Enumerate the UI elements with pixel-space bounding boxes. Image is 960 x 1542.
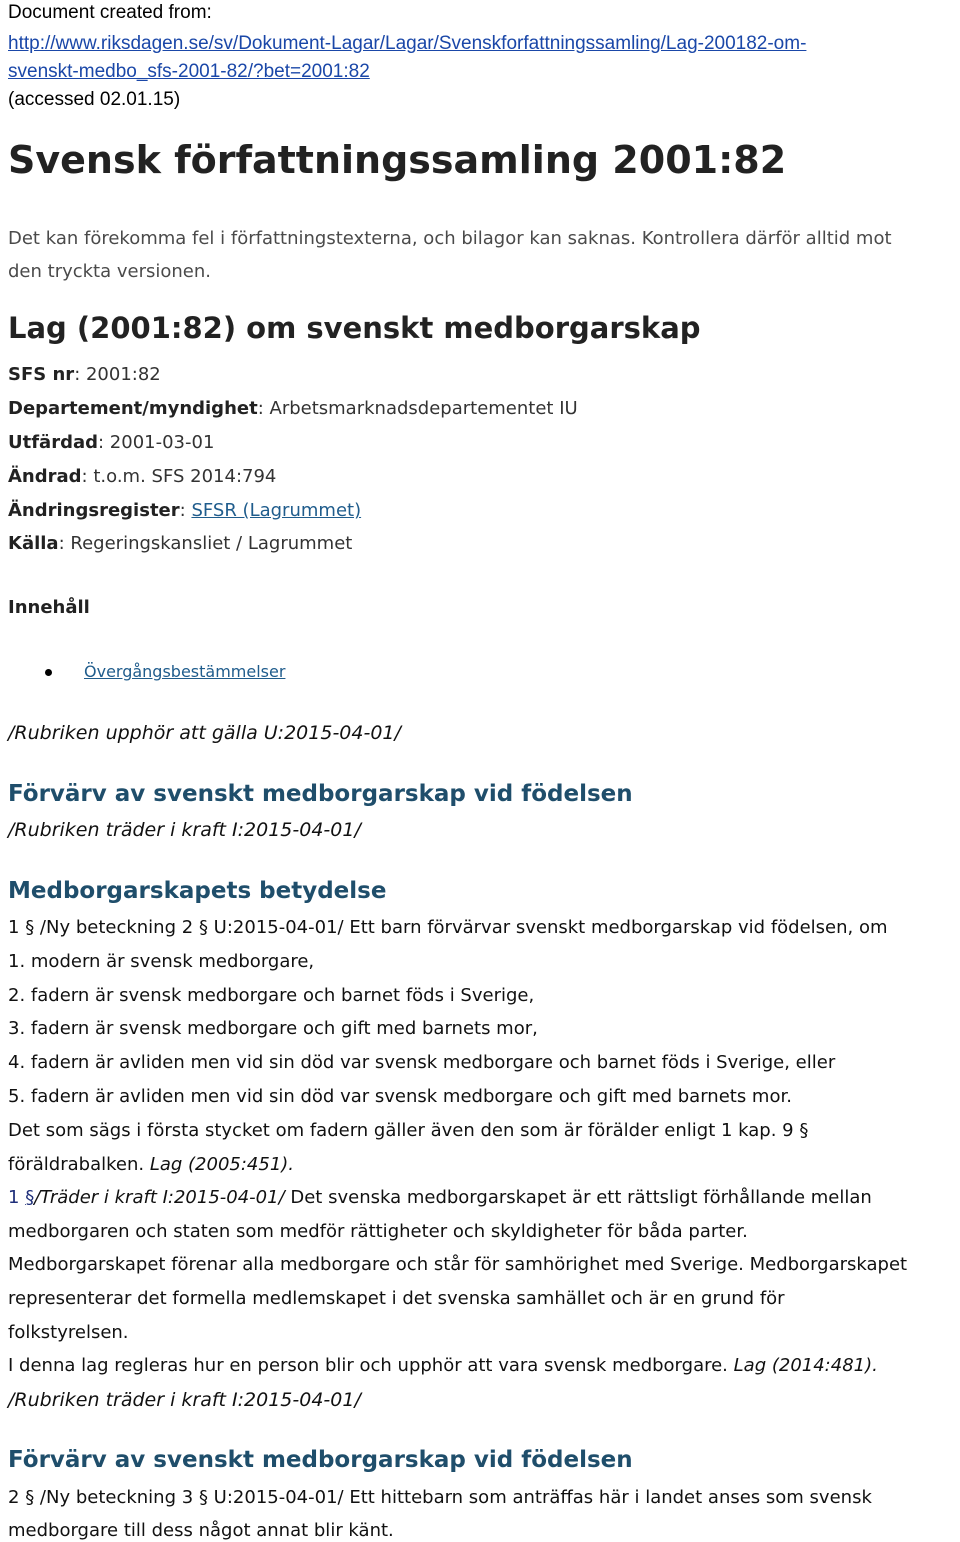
- list-item: 2. fadern är svensk medborgare och barnet föds i Sverige,: [8, 985, 535, 1006]
- meta-sfs: SFS nr: 2001:82: [8, 364, 161, 385]
- list-item: 4. fadern är avliden men vid sin död var svensk medborgare och barnet föds i Sverige, eller: [8, 1052, 836, 1073]
- sec2-num: 2: [8, 1487, 20, 1508]
- sec1-old-intro: [8, 917, 888, 938]
- sec1-new-para3: [8, 1355, 878, 1376]
- meta-source: Källa: Regeringskansliet / Lagrummet: [8, 533, 353, 554]
- sec1-old-date: U:2015-04-01/: [213, 917, 344, 938]
- meta-source-label: Källa: [8, 533, 59, 554]
- notice-line2: den tryckta versionen.: [8, 261, 212, 282]
- sec1-new-intro: [8, 1187, 872, 1208]
- meta-issued-value: 2001-03-01: [109, 432, 215, 453]
- note-text: Det som sägs i första stycket om fadern gäller även den som är förälder enligt 1 kap. 9: [8, 1120, 794, 1141]
- list-item: 5. fadern är avliden men vid sin död var svensk medborgare och gift med barnets mor.: [8, 1086, 792, 1107]
- sec2-date: U:2015-04-01/: [213, 1487, 344, 1508]
- source-label: Document created from:: [8, 2, 212, 23]
- sec1-new-para2-line2: representerar det formella medlemskapet i det svenska samhället och är en grund för: [8, 1288, 785, 1309]
- heading-acquisition-1: Förvärv av svenskt medborgarskap vid födelsen: [8, 781, 633, 807]
- meta-changed: Ändrad: t.o.m. SFS 2014:794: [8, 466, 277, 487]
- meta-register: Ändringsregister: SFSR (Lagrummet): [8, 500, 362, 521]
- meta-sfs-label: SFS nr: [8, 364, 75, 385]
- rubric-enters-2: /Rubriken träder i kraft I:2015-04-01/: [8, 1389, 361, 1411]
- toc-heading: Innehåll: [8, 597, 90, 618]
- sec1-new-num: 1: [8, 1187, 20, 1208]
- meta-dept: Departement/myndighet: Arbetsmarknadsdepartementet IU: [8, 398, 578, 419]
- sec1-old-sign: §: [25, 917, 35, 938]
- sec2-line1: Ett hittebarn som anträffas här i landet anses som svensk: [349, 1487, 872, 1508]
- note-sign: §: [799, 1120, 809, 1141]
- heading-acquisition-2: Förvärv av svenskt medborgarskap vid födelsen: [8, 1447, 633, 1473]
- sec1-new-line2: medborgaren och staten som medför rättigheter och skyldigheter för båda parter.: [8, 1221, 748, 1242]
- sec1-old-text: Ett barn förvärvar svenskt medborgarskap vid födelsen, om: [349, 917, 888, 938]
- meta-changed-label: Ändrad: [8, 466, 82, 487]
- sec2-sign: §: [25, 1487, 35, 1508]
- meta-register-link[interactable]: SFSR (Lagrummet): [191, 500, 362, 521]
- sec2-marker: /Ny beteckning 3: [39, 1487, 194, 1508]
- para3-text: I denna lag regleras hur en person blir och upphör att vara svensk medborgare.: [8, 1355, 728, 1376]
- sec1-old-marker: /Ny beteckning 2: [39, 917, 194, 938]
- sec1-old-sign2: §: [198, 917, 208, 938]
- sec1-new-para2-line3: folkstyrelsen.: [8, 1322, 129, 1343]
- meta-register-label: Ändringsregister: [8, 500, 180, 521]
- page-title: Svensk författningssamling 2001:82: [8, 138, 787, 182]
- para3-ref: Lag (2014:481).: [733, 1355, 878, 1376]
- sec1-new-line1: Det svenska medborgarskapet är ett rättsligt förhållande mellan: [290, 1187, 872, 1208]
- source-url-line1[interactable]: http://www.riksdagen.se/sv/Dokument-Lagar/Lagar/Svenskforfattningssamling/Lag-200182-om-: [8, 33, 807, 54]
- sec2-intro: [8, 1487, 872, 1508]
- rubric-enters-1: /Rubriken träder i kraft I:2015-04-01/: [8, 819, 361, 841]
- law-title: Lag (2001:82) om svenskt medborgarskap: [8, 311, 701, 345]
- notice-line1: Det kan förekomma fel i författningstexterna, och bilagor kan saknas. Kontrollera därför alltid mot: [8, 228, 892, 249]
- meta-dept-value: Arbetsmarknadsdepartementet IU: [269, 398, 578, 419]
- rubric-ceases-text: /Rubriken upphör att gälla U:2015-04-01/: [8, 722, 401, 744]
- source-url-line2[interactable]: svenskt-medbo_sfs-2001-82/?bet=2001:82: [8, 61, 370, 82]
- heading-meaning: Medborgarskapets betydelse: [8, 878, 387, 904]
- sec2-line2: medborgare till dess något annat blir känt.: [8, 1520, 394, 1541]
- sec1-old-note-line1: [8, 1120, 808, 1141]
- sec1-old-num: 1: [8, 917, 20, 938]
- meta-source-value: Regeringskansliet / Lagrummet: [70, 533, 353, 554]
- toc-bullet: [45, 669, 52, 676]
- note-text-2: föräldrabalken.: [8, 1154, 145, 1175]
- meta-issued-label: Utfärdad: [8, 432, 98, 453]
- rubric-ceases: [8, 722, 401, 744]
- meta-issued: Utfärdad: 2001-03-01: [8, 432, 215, 453]
- sec1-new-marker: /Träder i kraft I:2015-04-01/: [34, 1187, 285, 1208]
- meta-dept-label: Departement/myndighet: [8, 398, 258, 419]
- sec1-new-para2-line1: Medborgarskapet förenar alla medborgare och står för samhörighet med Sverige. Medborgarskapet: [8, 1254, 908, 1275]
- sec2-sign2: §: [198, 1487, 208, 1508]
- sec1-new-sign: §: [25, 1187, 35, 1208]
- list-item: 1. modern är svensk medborgare,: [8, 951, 315, 972]
- note-ref: Lag (2005:451).: [149, 1154, 295, 1175]
- toc-item-overgangsbestammelser[interactable]: Övergångsbestämmelser: [84, 662, 286, 681]
- meta-sfs-value: 2001:82: [85, 364, 161, 385]
- sec1-old-note-line2: [8, 1154, 294, 1175]
- accessed-date: (accessed 02.01.15): [8, 89, 181, 110]
- list-item: 3. fadern är svensk medborgare och gift med barnets mor,: [8, 1018, 538, 1039]
- meta-changed-value: t.o.m. SFS 2014:794: [93, 466, 277, 487]
